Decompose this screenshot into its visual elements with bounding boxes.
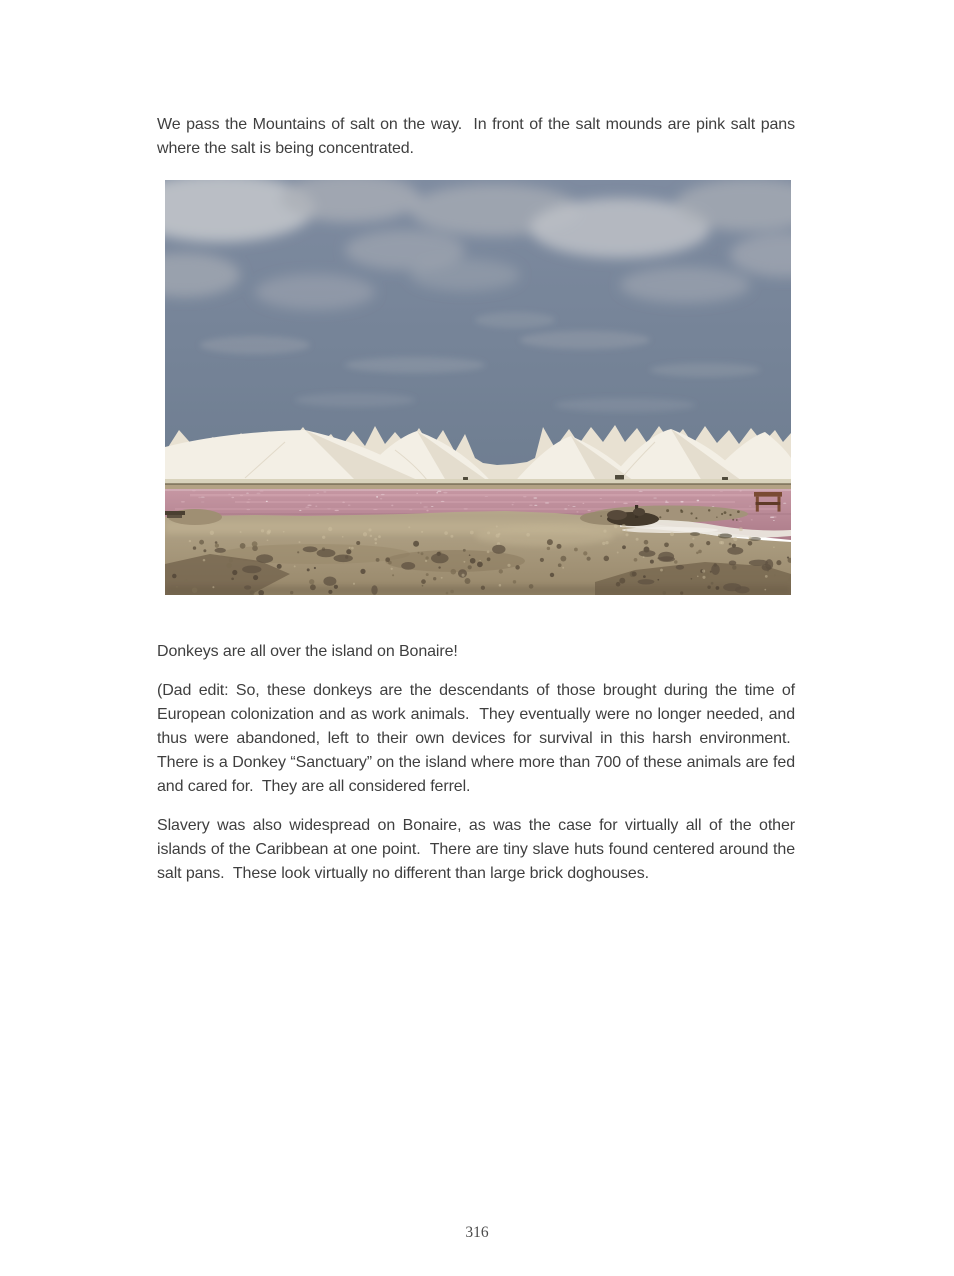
paragraph-salt-mountains: We pass the Mountains of salt on the way. In front of the salt mounds are pink salt pans where the salt is being concentrated. bbox=[157, 116, 795, 157]
paragraph-dad-edit: (Dad edit: So, these donkeys are the descendants of those brought during the time of European colonization and as work animals. They eventually were no longer needed, and thus were abandoned, left to their own devices for survival in this harsh environment. There is a Donkey “Sanctuary” on the island where more than 700 of these animals are fed and cared for. They are all considered ferrel. bbox=[157, 682, 795, 795]
page-number: 316 bbox=[465, 1224, 489, 1241]
paragraph-slavery: Slavery was also widespread on Bonaire, as was the case for virtually all of the other islands of the Caribbean at one point. There are tiny slave huts found centered around the salt pans. These look virtually no different than large brick doghouses. bbox=[157, 817, 795, 882]
photo-canvas bbox=[165, 180, 791, 595]
paragraph-donkeys: Donkeys are all over the island on Bonaire! bbox=[157, 643, 458, 660]
photo-salt-pans bbox=[165, 180, 791, 595]
page-content bbox=[157, 113, 795, 901]
